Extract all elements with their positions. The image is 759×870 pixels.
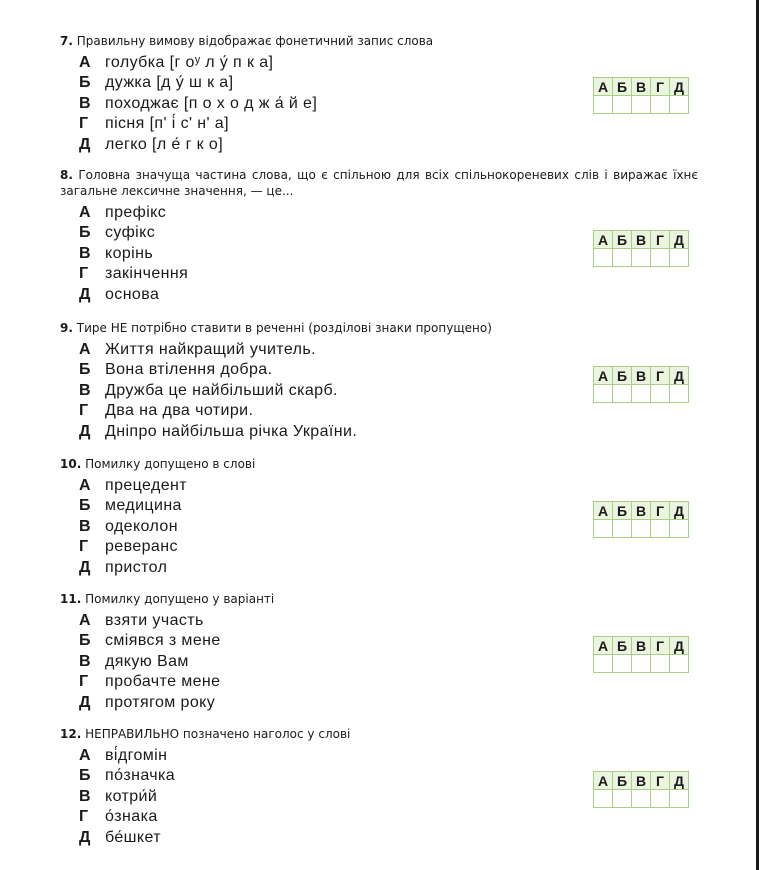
option-v: В котри́й [79, 787, 158, 805]
question-number: 10. [60, 457, 82, 471]
grid-header-v: В [632, 78, 651, 96]
question-prompt [60, 320, 700, 336]
answer-cell-h[interactable] [651, 96, 670, 114]
question-text: Тире НЕ потрібно ставити в реченні (розділові знаки пропущено) [76, 321, 492, 335]
answer-cell-v[interactable] [632, 385, 651, 403]
grid-header-a: А [594, 502, 613, 520]
option-h: Г пробачте мене [79, 673, 221, 691]
grid-header-v: В [632, 772, 651, 790]
answer-cell-a[interactable] [594, 96, 613, 114]
answer-cell-a[interactable] [594, 790, 613, 808]
option-b: Б дужка [д у́ ш к а] [79, 74, 234, 92]
grid-header-b: Б [613, 772, 632, 790]
answer-cell-d[interactable] [670, 790, 689, 808]
grid-header-v: В [632, 637, 651, 655]
grid-header-v: В [632, 231, 651, 249]
answer-cell-v[interactable] [632, 96, 651, 114]
option-b: Б Вона втілення добра. [79, 361, 273, 379]
option-d: Д основа [79, 285, 160, 303]
option-d: Д легко [л е́ г к о] [79, 135, 224, 153]
grid-header-b: Б [613, 78, 632, 96]
answer-grid-12 [593, 771, 689, 808]
grid-header-h: Г [651, 367, 670, 385]
grid-header-v: В [632, 502, 651, 520]
option-a: А прецедент [79, 477, 187, 494]
question-text: НЕПРАВИЛЬНО позначено наголос у слові [85, 727, 351, 741]
option-v: В одеколон [79, 517, 178, 535]
option-h: Г пісня [п' і́ с' н' а] [79, 115, 229, 133]
grid-header-d: Д [670, 367, 689, 385]
option-h: Г реверанс [79, 538, 178, 556]
grid-header-d: Д [670, 78, 689, 96]
answer-cell-b[interactable] [613, 385, 632, 403]
answer-cell-a[interactable] [594, 520, 613, 538]
option-a: А ві́дгомін [79, 747, 168, 764]
answer-cell-v[interactable] [632, 790, 651, 808]
question-prompt [60, 456, 700, 472]
option-a: А префікс [79, 204, 167, 221]
answer-grid-11 [593, 636, 689, 673]
option-v: В Дружба це найбільший скарб. [79, 381, 338, 399]
question-number: 9. [60, 321, 73, 335]
question-number: 8. [60, 168, 73, 182]
question-prompt [60, 33, 700, 49]
answer-grid-7 [593, 77, 689, 114]
option-h: Г Два на два чотири. [79, 402, 254, 420]
option-a: А Життя найкращий учитель. [79, 341, 316, 358]
question-text: Помилку допущено у варіанті [85, 592, 275, 606]
answer-cell-d[interactable] [670, 249, 689, 267]
option-d: Д бе́шкет [79, 828, 161, 846]
grid-header-b: Б [613, 637, 632, 655]
answer-cell-h[interactable] [651, 385, 670, 403]
answer-cell-v[interactable] [632, 249, 651, 267]
question-number: 11. [60, 592, 82, 606]
grid-header-d: Д [670, 637, 689, 655]
option-d: Д пристол [79, 558, 168, 576]
question-number: 7. [60, 34, 73, 48]
option-v: В походжає [п о х о д ж а́ й е] [79, 94, 318, 112]
grid-header-b: Б [613, 502, 632, 520]
answer-cell-b[interactable] [613, 96, 632, 114]
answer-cell-b[interactable] [613, 790, 632, 808]
grid-header-b: Б [613, 367, 632, 385]
grid-header-v: В [632, 367, 651, 385]
grid-header-h: Г [651, 637, 670, 655]
answer-cell-v[interactable] [632, 520, 651, 538]
answer-cell-a[interactable] [594, 655, 613, 673]
grid-header-d: Д [670, 502, 689, 520]
answer-cell-h[interactable] [651, 520, 670, 538]
answer-cell-b[interactable] [613, 655, 632, 673]
grid-header-a: А [594, 772, 613, 790]
question-prompt [60, 167, 698, 199]
question-number: 12. [60, 727, 82, 741]
answer-grid-10 [593, 501, 689, 538]
question-text: Правильну вимову відображає фонетичний запис слова [76, 34, 434, 48]
grid-header-b: Б [613, 231, 632, 249]
grid-header-d: Д [670, 231, 689, 249]
question-text: Помилку допущено в слові [85, 457, 256, 471]
answer-grid-9 [593, 366, 689, 403]
answer-cell-d[interactable] [670, 96, 689, 114]
option-h: Г о́знака [79, 808, 158, 826]
answer-cell-b[interactable] [613, 520, 632, 538]
answer-cell-d[interactable] [670, 520, 689, 538]
grid-header-a: А [594, 367, 613, 385]
answer-cell-h[interactable] [651, 655, 670, 673]
answer-cell-b[interactable] [613, 249, 632, 267]
option-b: Б медицина [79, 497, 182, 515]
option-b: Б сміявся з мене [79, 632, 221, 650]
option-v: В дякую Вам [79, 652, 189, 670]
grid-header-d: Д [670, 772, 689, 790]
grid-header-a: А [594, 637, 613, 655]
grid-header-h: Г [651, 78, 670, 96]
answer-cell-h[interactable] [651, 249, 670, 267]
option-v: В корінь [79, 244, 154, 262]
option-d: Д протягом року [79, 693, 216, 711]
grid-header-h: Г [651, 772, 670, 790]
grid-header-a: А [594, 231, 613, 249]
option-a: А голубка [г оʸ л у́ п к а] [79, 54, 274, 71]
option-d: Д Дніпро найбільша річка України. [79, 422, 358, 440]
answer-cell-a[interactable] [594, 249, 613, 267]
answer-cell-d[interactable] [670, 655, 689, 673]
question-prompt [60, 726, 700, 742]
option-a: А взяти участь [79, 612, 204, 629]
grid-header-h: Г [651, 231, 670, 249]
option-b: Б по́значка [79, 767, 176, 785]
answer-cell-h[interactable] [651, 790, 670, 808]
question-text: Головна значуща частина слова, що є спільною для всіх спільнокореневих слів і виражає їхнє загальне лексичне значення, — це... [60, 168, 698, 198]
answer-cell-d[interactable] [670, 385, 689, 403]
option-h: Г закінчення [79, 265, 189, 283]
grid-header-a: А [594, 78, 613, 96]
option-b: Б суфікс [79, 224, 156, 242]
question-prompt [60, 591, 700, 607]
answer-grid-8 [593, 230, 689, 267]
grid-header-h: Г [651, 502, 670, 520]
answer-cell-a[interactable] [594, 385, 613, 403]
answer-cell-v[interactable] [632, 655, 651, 673]
